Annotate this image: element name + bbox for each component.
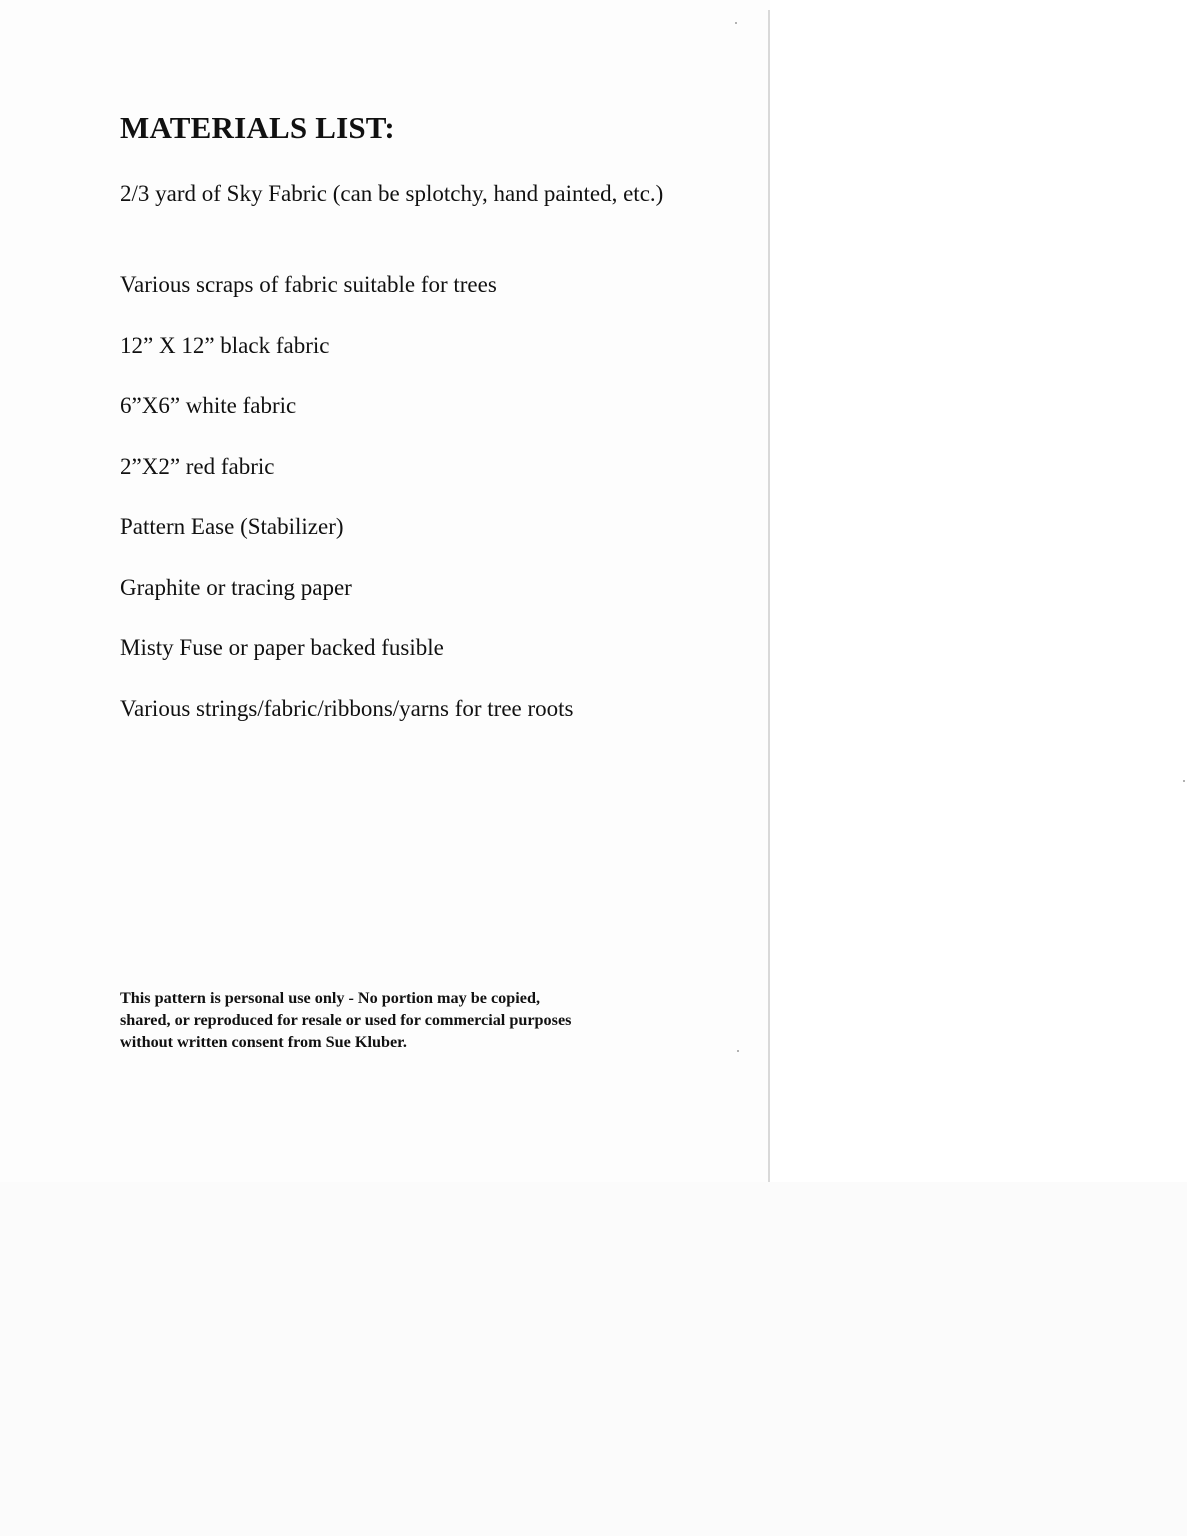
material-item: Various strings/fabric/ribbons/yarns for tree roots bbox=[120, 695, 574, 721]
scan-background bbox=[0, 1182, 1187, 1536]
material-item: Various scraps of fabric suitable for trees bbox=[120, 272, 497, 297]
copyright-notice: This pattern is personal use only - No portion may be copied, shared, or reproduced for resale or used for commercial purposes without written consent from Sue Kluber. bbox=[120, 989, 572, 1051]
materials-list-title: MATERIALS LIST: bbox=[120, 110, 395, 145]
material-item: 12” X 12” black fabric bbox=[120, 332, 330, 358]
page-edge bbox=[768, 10, 770, 1182]
material-item: 2/3 yard of Sky Fabric (can be splotchy, hand painted, etc.) bbox=[120, 181, 664, 206]
materials-list bbox=[120, 178, 680, 753]
material-item: 2”X2” red fabric bbox=[120, 453, 275, 479]
material-item: Misty Fuse or paper backed fusible bbox=[120, 635, 444, 660]
scan-speck bbox=[1183, 780, 1185, 782]
material-item: Pattern Ease (Stabilizer) bbox=[120, 514, 344, 539]
material-item: 6”X6” white fabric bbox=[120, 393, 297, 418]
material-item: Graphite or tracing paper bbox=[120, 574, 352, 600]
scan-speck bbox=[735, 22, 737, 24]
scan-speck bbox=[737, 1050, 739, 1052]
